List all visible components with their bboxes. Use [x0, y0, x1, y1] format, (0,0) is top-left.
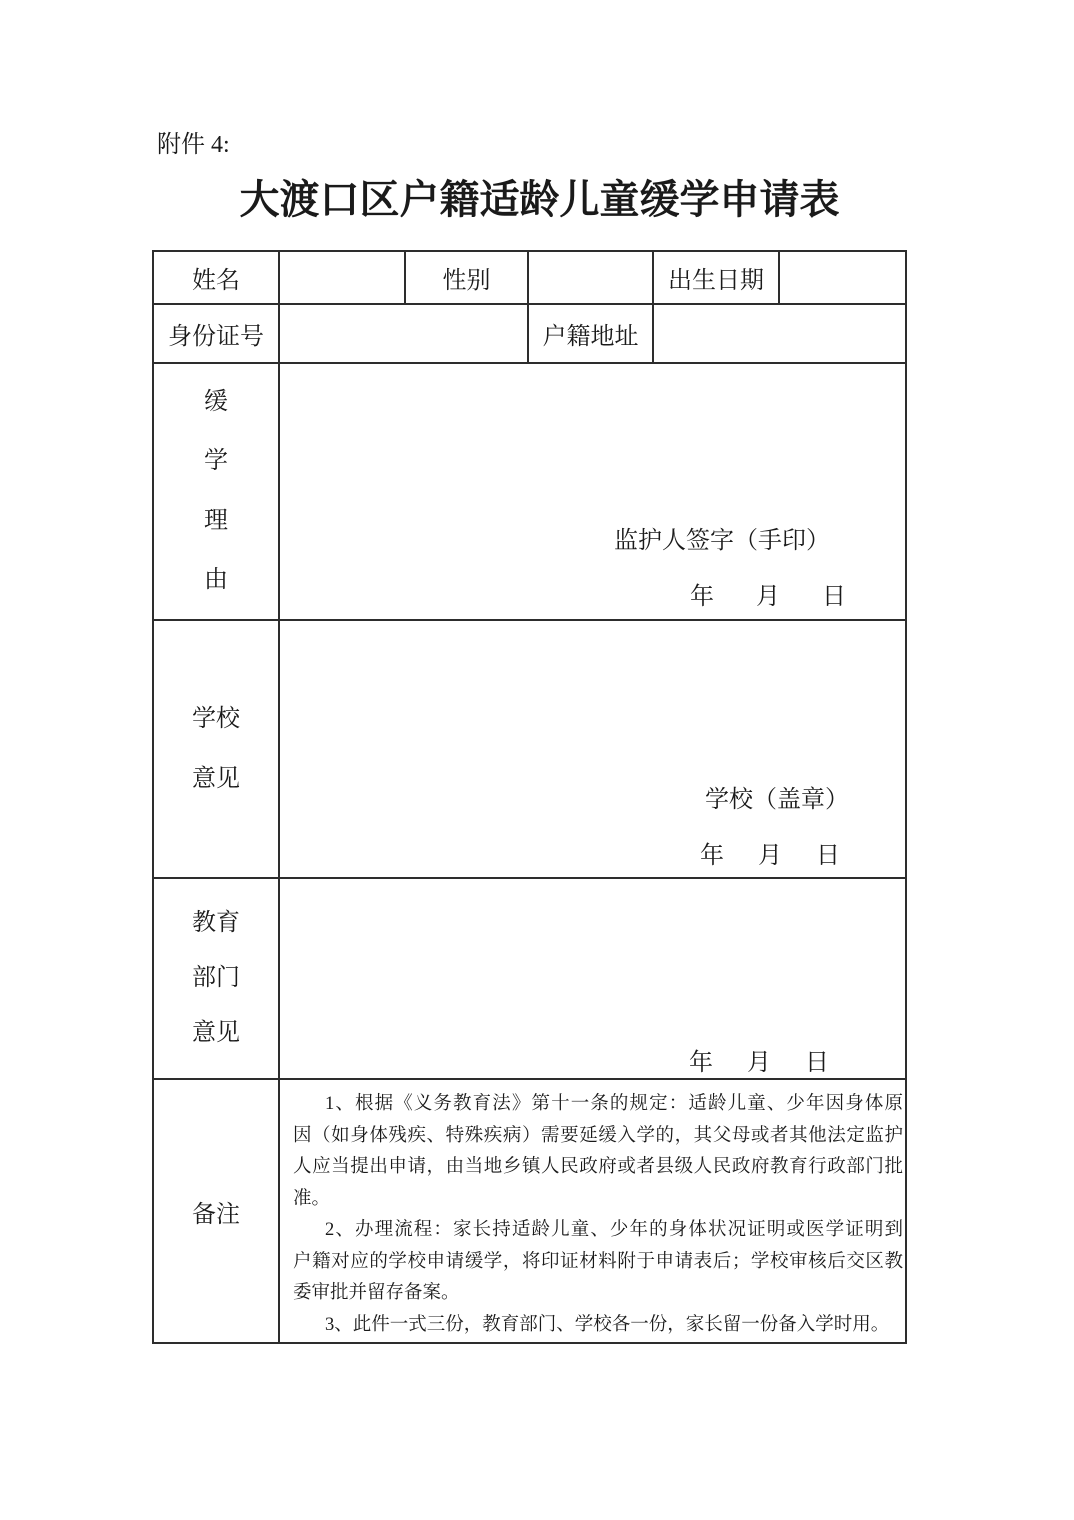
school-opinion-date-line: 年 月 日	[700, 843, 845, 869]
basic-info-row-2	[153, 304, 906, 363]
education-dept-label-line: 教育	[192, 910, 240, 936]
school-opinion-row	[153, 620, 906, 878]
school-opinion-label-line: 意见	[192, 766, 240, 792]
deferral-reason-date-line: 年 月 日	[690, 584, 855, 610]
education-dept-label-line: 意见	[192, 1020, 240, 1046]
remarks-text-line: 2、办理流程：家长持适龄儿童、少年的身体状况证明或医学证明到	[325, 1220, 903, 1240]
education-dept-opinion-row	[153, 878, 906, 1079]
school-seal-line: 学校（盖章）	[705, 787, 849, 813]
attachment-label: 附件 4:	[157, 132, 230, 158]
deferral-reason-char: 由	[204, 567, 228, 594]
remarks-text-line: 1、根据《义务教育法》第十一条的规定：适龄儿童、少年因身体原	[325, 1094, 903, 1114]
school-opinion-label-line: 学校	[192, 706, 240, 732]
remarks-label: 备注	[153, 1079, 279, 1343]
remarks-text-line: 委审批并留存备案。	[293, 1283, 460, 1303]
name-label: 姓名	[153, 251, 279, 304]
remarks-text-line: 户籍对应的学校申请缓学，将印证材料附于申请表后；学校审核后交区教	[293, 1251, 903, 1272]
birth-date-label: 出生日期	[653, 251, 779, 304]
remarks-text-line: 3、此件一式三份，教育部门、学校各一份，家长留一份备入学时用。	[325, 1314, 890, 1335]
page-title: 大渡口区户籍适龄儿童缓学申请表	[239, 177, 840, 222]
birth-date-input-cell[interactable]	[779, 251, 906, 304]
school-opinion-label	[153, 620, 279, 878]
application-form-table	[152, 250, 907, 1344]
deferral-reason-label	[153, 363, 279, 620]
deferral-reason-input-cell[interactable]	[279, 363, 906, 620]
remarks-row	[153, 1079, 906, 1343]
deferral-reason-char: 学	[204, 448, 228, 475]
name-input-cell[interactable]	[279, 251, 405, 304]
guardian-signature-line: 监护人签字（手印）	[614, 528, 830, 554]
remarks-text-line: 因（如身体残疾、特殊疾病）需要延缓入学的，其父母或者其他法定监护	[293, 1125, 903, 1146]
remarks-text-cell	[279, 1079, 906, 1343]
deferral-reason-row	[153, 363, 906, 620]
education-dept-opinion-label	[153, 878, 279, 1079]
education-dept-label-line: 部门	[192, 965, 240, 991]
remarks-text-line: 人应当提出申请，由当地乡镇人民政府或者县级人民政府教育行政部门批	[293, 1157, 903, 1177]
school-opinion-input-cell[interactable]	[279, 620, 906, 878]
household-address-label: 户籍地址	[528, 304, 653, 363]
deferral-reason-char: 理	[204, 507, 228, 534]
deferral-reason-label-chars	[154, 386, 278, 598]
basic-info-row-1	[153, 251, 906, 304]
id-number-input-cell[interactable]	[279, 304, 528, 363]
school-opinion-label-lines	[154, 689, 278, 809]
household-address-input-cell[interactable]	[653, 304, 906, 363]
gender-input-cell[interactable]	[528, 251, 653, 304]
gender-label: 性别	[405, 251, 528, 304]
id-number-label: 身份证号	[153, 304, 279, 363]
deferral-reason-char: 缓	[204, 388, 228, 415]
education-dept-date-line: 年 月 日	[689, 1050, 834, 1076]
education-dept-label-lines	[154, 896, 278, 1061]
education-dept-opinion-input-cell[interactable]	[279, 878, 906, 1079]
remarks-text-line: 准。	[293, 1188, 331, 1209]
